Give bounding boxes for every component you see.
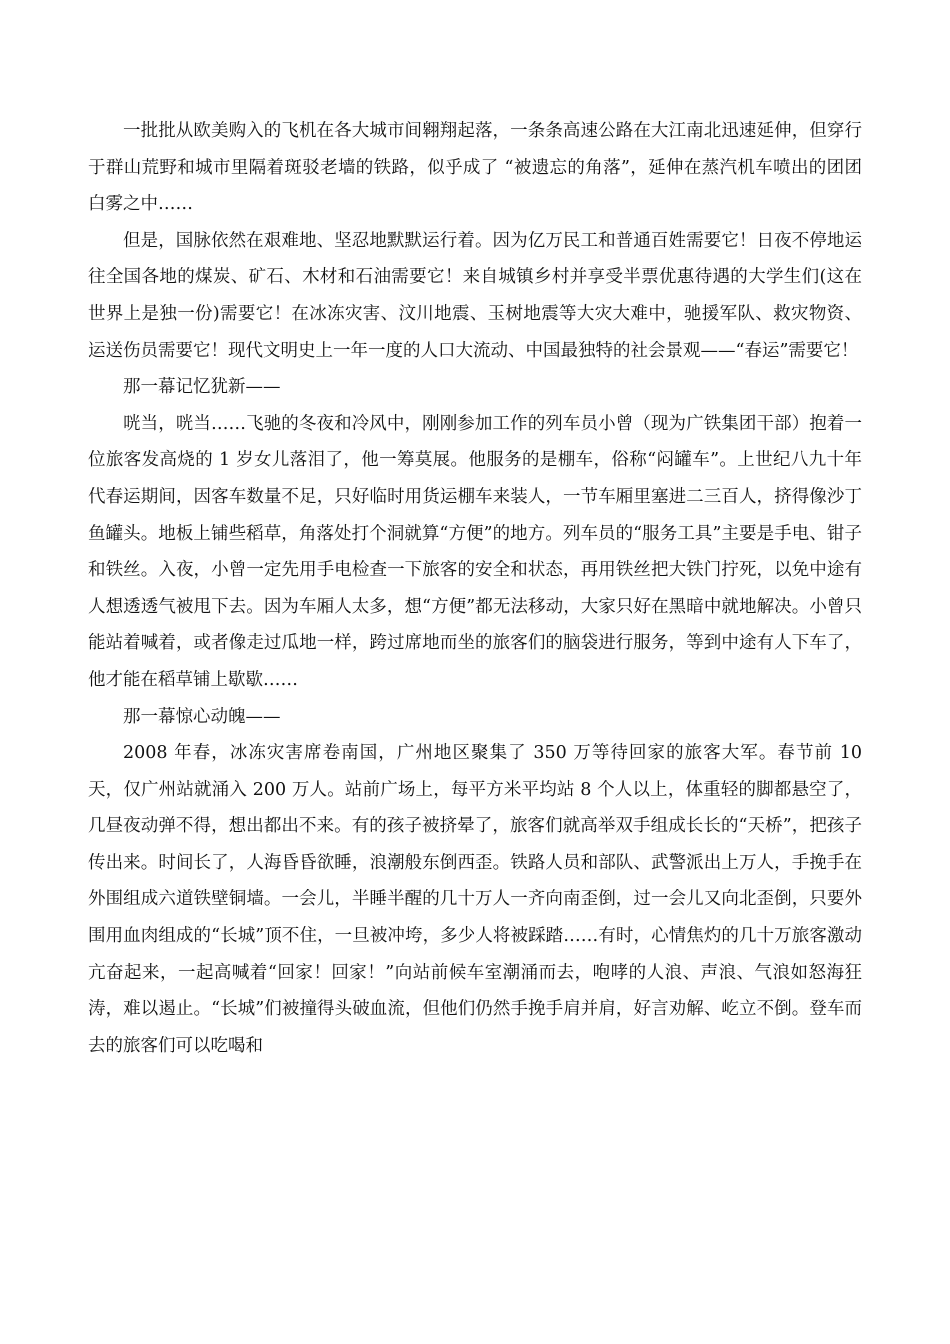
- paragraph-2: 但是，国脉依然在艰难地、坚忍地默默运行着。因为亿万民工和普通百姓需要它！日夜不停地运往全国各地的煤炭、矿石、木材和石油需要它！来自城镇乡村并享受半票优惠待遇的大学生们(这在世界上是独一份)需要它！在冰冻灾害、汶川地震、玉树地震等大灾大难中，驰援军队、救灾物资、运送伤员需要它！现代文明史上一年一度的人口大流动、中国最独特的社会景观——“春运”需要它！: [88, 230, 862, 361]
- document-page: [88, 113, 862, 1064]
- paragraph-1: 一批批从欧美购入的飞机在各大城市间翱翔起落，一条条高速公路在大江南北迅速延伸，但穿行于群山荒野和城市里隔着斑驳老墙的铁路，似乎成了 “被遗忘的角落”，延伸在蒸汽机车喷出的团团白雾之中……: [88, 121, 862, 215]
- paragraph-5-heading: 那一幕惊心动魄——: [123, 706, 281, 727]
- paragraph-6: 2008 年春，冰冻灾害席卷南国，广州地区聚集了 350 万等待回家的旅客大军。春节前 10 天，仅广州站就涌入 200 万人。站前广场上，每平方米平均站 8 个人以上，体重轻的脚都悬空了，几昼夜动弹不得，想出都出不来。有的孩子被挤晕了，旅客们就高举双手组成长长的“天桥”，把孩子传出来。时间长了，人海昏昏欲睡，浪潮般东倒西歪。铁路人员和部队、武警派出上万人，手挽手在外围组成六道铁壁铜墙。一会儿，半睡半醒的几十万人一齐向南歪倒，过一会儿又向北歪倒，只要外围用血肉组成的“长城”顶不住，一旦被冲垮，多少人将被踩踏……有时，心情焦灼的几十万旅客激动亢奋起来，一起高喊着“回家！回家！”向站前候车室潮涌而去，咆哮的人浪、声浪、气浪如怒海狂涛，难以遏止。“长城”们被撞得头破血流，但他们仍然手挽手肩并肩，好言劝解、屹立不倒。登车而去的旅客们可以吃喝和: [88, 743, 862, 1056]
- paragraph-4: 咣当，咣当……飞驰的冬夜和冷风中，刚刚参加工作的列车员小曾（现为广铁集团干部）抱着一位旅客发高烧的 1 岁女儿落泪了，他一筹莫展。他服务的是棚车，俗称“闷罐车”。上世纪八九十年代春运期间，因客车数量不足，只好临时用货运棚车来装人，一节车厢里塞进二三百人，挤得像沙丁鱼罐头。地板上铺些稻草，角落处打个洞就算“方便”的地方。列车员的“服务工具”主要是手电、钳子和铁丝。入夜，小曾一定先用手电检查一下旅客的安全和状态，再用铁丝把大铁门拧死，以免中途有人想透透气被甩下去。因为车厢人太多，想“方便”都无法移动，大家只好在黑暗中就地解决。小曾只能站着喊着，或者像走过瓜地一样，跨过席地而坐的旅客们的脑袋进行服务，等到中途有人下车了，他才能在稻草铺上歇歇……: [88, 413, 862, 690]
- paragraph-3-heading: 那一幕记忆犹新——: [123, 377, 281, 398]
